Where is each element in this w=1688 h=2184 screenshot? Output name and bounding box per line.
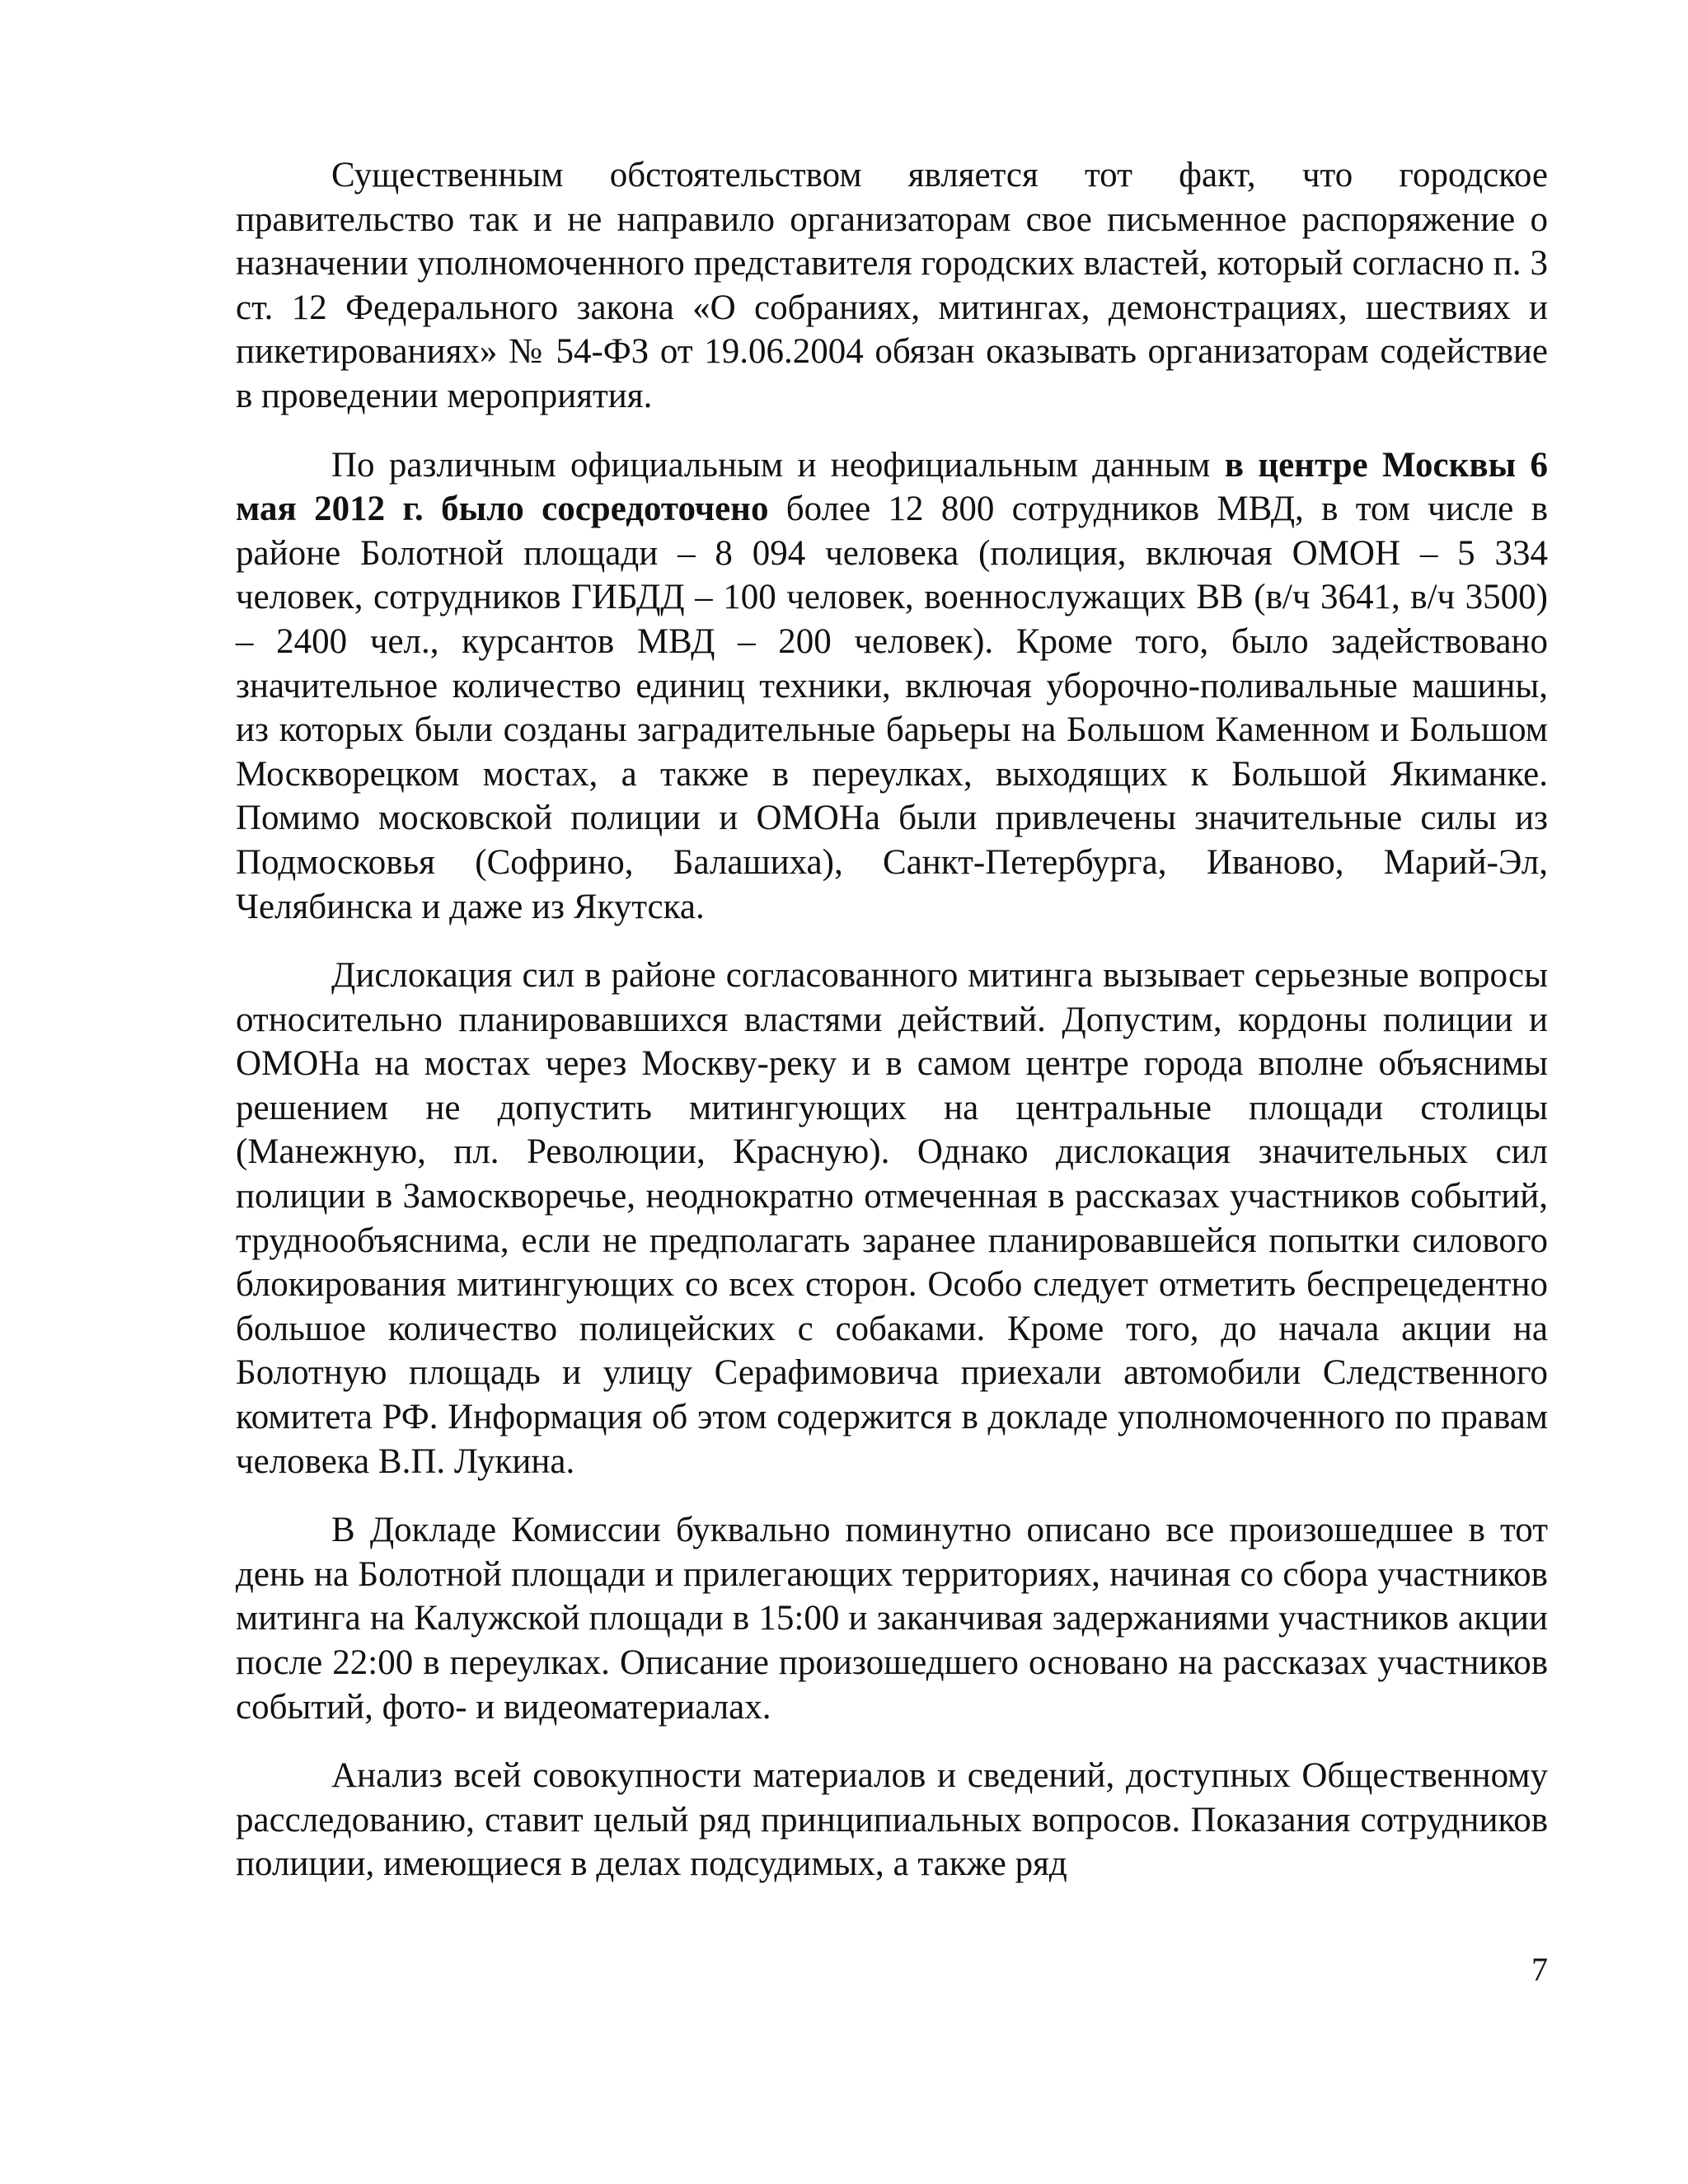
paragraph-1: [236, 153, 1548, 419]
page-number: 7: [1531, 1951, 1548, 1988]
paragraph-2-lead: По различным официальным и неофициальным данным: [331, 445, 1225, 485]
paragraph-4: [236, 1508, 1548, 1729]
paragraph-2-rest: более 12 800 сотрудников МВД, в том числе в районе Болотной площади – 8 094 человека (полиция, включая ОМОН – 5 334 человек, сотрудников ГИБДД – 100 человек, военнослужащих ВВ (в/ч 3641, в/ч 3500) – 2400 чел., курсантов МВД – 200 человек). Кроме того, было задействовано значительное количество единиц техники, включая уборочно-поливальные машины, из которых были созданы заградительные барьеры на Большом Каменном и Большом Москворецком мостах, а также в переулках, выходящих к Большой Якиманке. Помимо московской полиции и ОМОНа были привлечены значительные силы из Подмосковья (Софрино, Балашиха), Санкт-Петербурга, Иваново, Марий-Эл, Челябинска и даже из Якутска.: [236, 490, 1548, 926]
paragraph-3: [236, 954, 1548, 1483]
paragraph-4-text: В Докладе Комиссии буквально поминутно описано все произошедшее в тот день на Болотной площади и прилегающих территориях, начиная со сбора участников митинга на Калужской площади в 15:00 и заканчивая задержаниями участников акции после 22:00 в переулках. Описание произошедшего основано на рассказах участников событий, фото- и видеоматериалах.: [236, 1511, 1548, 1727]
paragraph-2: [236, 443, 1548, 930]
paragraph-3-text: Дислокация сил в районе согласованного митинга вызывает серьезные вопросы относительно планировавшихся властями действий. Допустим, кордоны полиции и ОМОНа на мостах через Москву-реку и в самом центре города вполне объяснимы решением не допустить митингующих на центральные площади столицы (Манежную, пл. Революции, Красную). Однако дислокация значительных сил полиции в Замоскворечье, неоднократно отмеченная в рассказах участников событий, труднообъяснима, если не предполагать заранее планировавшейся попытки силового блокирования митингующих со всех сторон. Особо следует отметить беспрецедентно большое количество полицейских с собаками. Кроме того, до начала акции на Болотную площадь и улицу Серафимовича приехали автомобили Следственного комитета РФ. Информация об этом содержится в докладе уполномоченного по правам человека В.П. Лукина.: [236, 956, 1548, 1481]
paragraph-1-text: Существенным обстоятельством является тот факт, что городское правительство так и не направило организаторам свое письменное распоряжение о назначении уполномоченного представителя городских властей, который согласно п. 3 ст. 12 Федерального закона «О собраниях, митингах, демонстрациях, шествиях и пикетированиях» № 54-ФЗ от 19.06.2004 обязан оказывать организаторам содействие в проведении мероприятия.: [236, 156, 1548, 415]
document-body: [236, 153, 1548, 1911]
paragraph-5: [236, 1754, 1548, 1886]
paragraph-5-text: Анализ всей совокупности материалов и сведений, доступных Общественному расследованию, ставит целый ряд принципиальных вопросов. Показания сотрудников полиции, имеющиеся в делах подсудимых, а также ряд: [236, 1756, 1548, 1884]
paragraph-2-bold-phrase: в центре Москвы 6 мая 2012 г. было сосредоточено: [236, 445, 1548, 529]
